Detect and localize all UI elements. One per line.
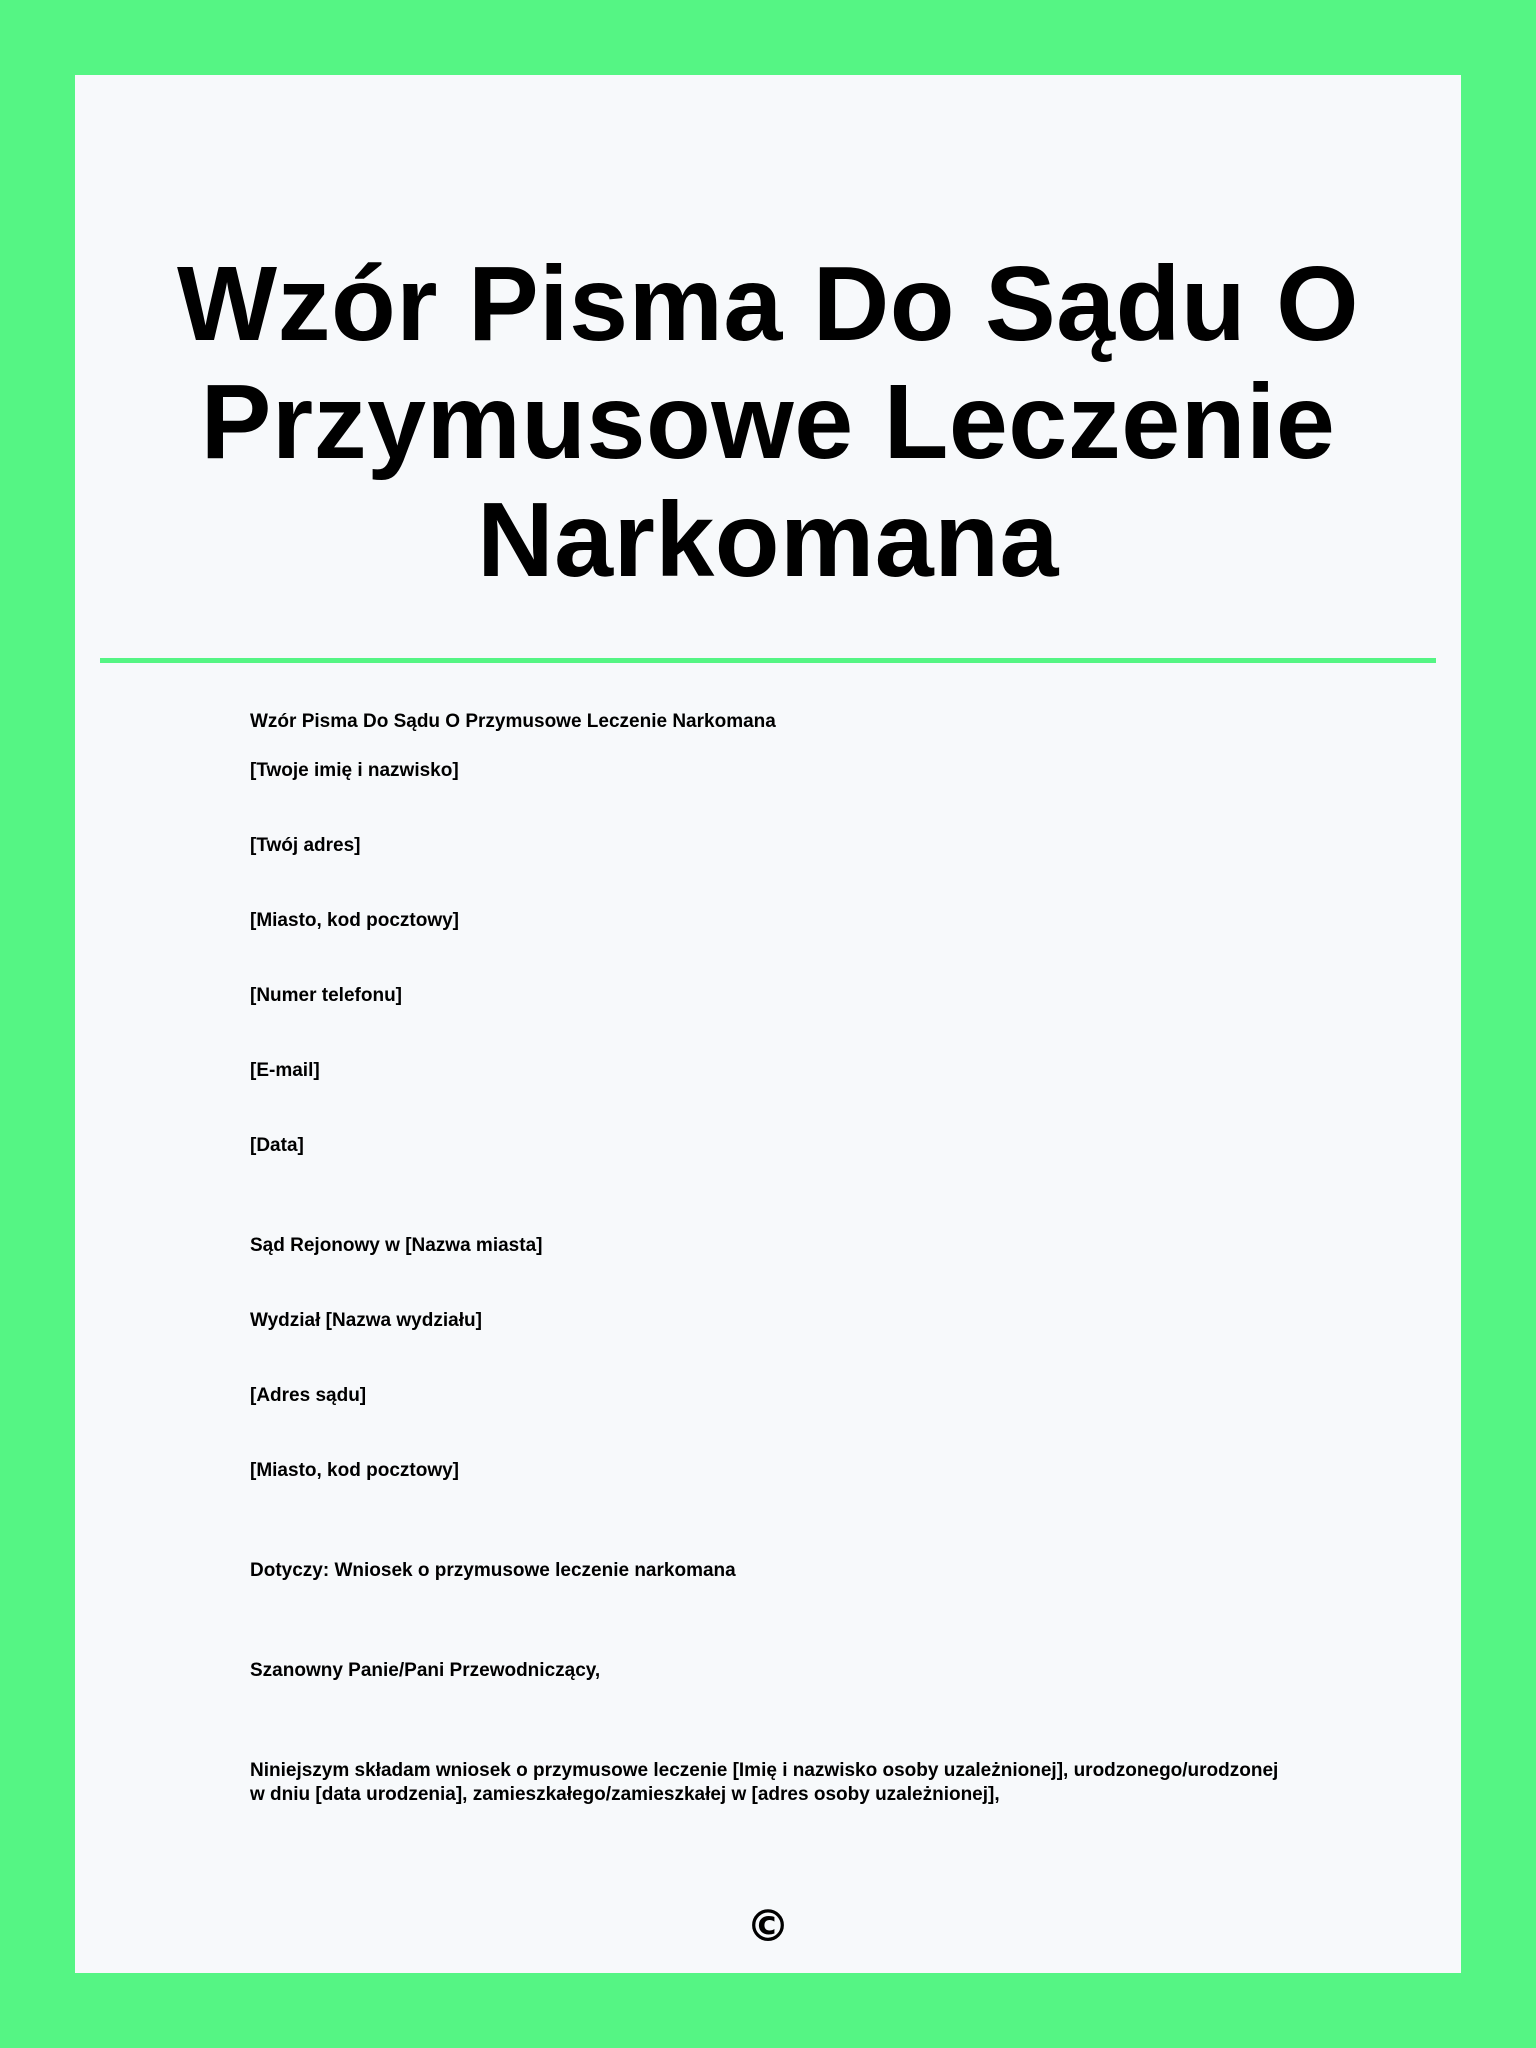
document-page xyxy=(75,75,1461,1973)
title-divider xyxy=(100,658,1436,663)
document-title: Wzór Pisma Do Sądu O Przymusowe Leczenie Narkomana xyxy=(176,245,1360,599)
recipient-department: Wydział [Nazwa wydziału] xyxy=(250,1310,482,1331)
recipient-city-postal: [Miasto, kod pocztowy] xyxy=(250,1460,459,1481)
copyright-icon: © xyxy=(746,1901,790,1952)
document-subtitle: Wzór Pisma Do Sądu O Przymusowe Leczenie Narkomana xyxy=(250,711,776,732)
sender-name: [Twoje imię i nazwisko] xyxy=(250,760,459,781)
recipient-address: [Adres sądu] xyxy=(250,1385,367,1406)
sender-phone: [Numer telefonu] xyxy=(250,985,402,1006)
letter-subject: Dotyczy: Wniosek o przymusowe leczenie narkomana xyxy=(250,1560,736,1581)
sender-city-postal: [Miasto, kod pocztowy] xyxy=(250,910,459,931)
letter-body-paragraph: Niniejszym składam wniosek o przymusowe leczenie [Imię i nazwisko osoby uzależnionej], urodzonego/urodzonej w dniu [data urodzenia], zamieszkałego/zamieszkałej w [adres osoby uzależnionej], xyxy=(250,1760,1279,1805)
sender-email: [E-mail] xyxy=(250,1060,320,1081)
letter-salutation: Szanowny Panie/Pani Przewodniczący, xyxy=(250,1660,601,1681)
sender-address: [Twój adres] xyxy=(250,835,361,856)
letter-date: [Data] xyxy=(250,1135,304,1156)
recipient-court: Sąd Rejonowy w [Nazwa miasta] xyxy=(250,1235,543,1256)
